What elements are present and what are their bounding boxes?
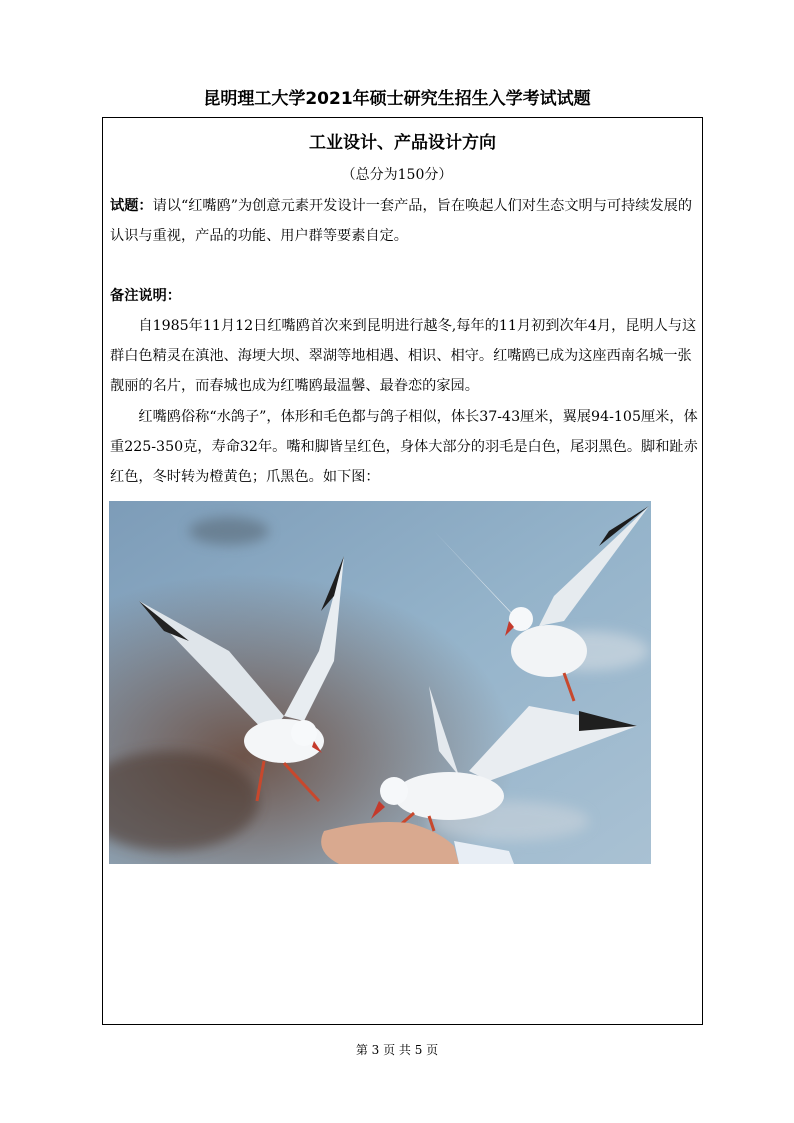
- notes-heading: [110, 281, 700, 311]
- page-footer: 第 3 页 共 5 页: [355, 1043, 439, 1057]
- notes-paragraph-2: 红嘴鸥俗称“水鸽子”，体形和毛色都与鸽子相似，体长37-43厘米，翼展94-105厘米，体重225-350克，寿命32年。嘴和脚皆呈红色，身体大部分的羽毛是白色，尾羽黑色。脚和趾赤红色，冬时转为橙黄色；爪黑色。如下图：: [110, 409, 698, 485]
- exam-header: 昆明理工大学2021年硕士研究生招生入学考试试题: [203, 89, 591, 109]
- notes-label: 备注说明：: [110, 288, 181, 304]
- question-text: 请以“红嘴鸥”为创意元素开发设计一套产品，旨在唤起人们对生态文明与可持续发展的认识与重视，产品的功能、用户群等要素自定。: [110, 198, 693, 244]
- section-subtitle: 工业设计、产品设计方向: [309, 133, 496, 153]
- gull-photo: [109, 501, 651, 864]
- notes-paragraph-1: 自1985年11月12日红嘴鸥首次来到昆明进行越冬,每年的11月初到次年4月，昆明人与这群白色精灵在滇池、海埂大坝、翠湖等地相遇、相识、相守。红嘴鸥已成为这座西南名城一张靓丽的名片，而春城也成为红嘴鸥最温馨、最眷恋的家园。: [110, 318, 697, 394]
- question-label: 试题：: [110, 198, 153, 214]
- question-paragraph: [110, 191, 700, 251]
- total-score: （总分为150分）: [341, 167, 453, 183]
